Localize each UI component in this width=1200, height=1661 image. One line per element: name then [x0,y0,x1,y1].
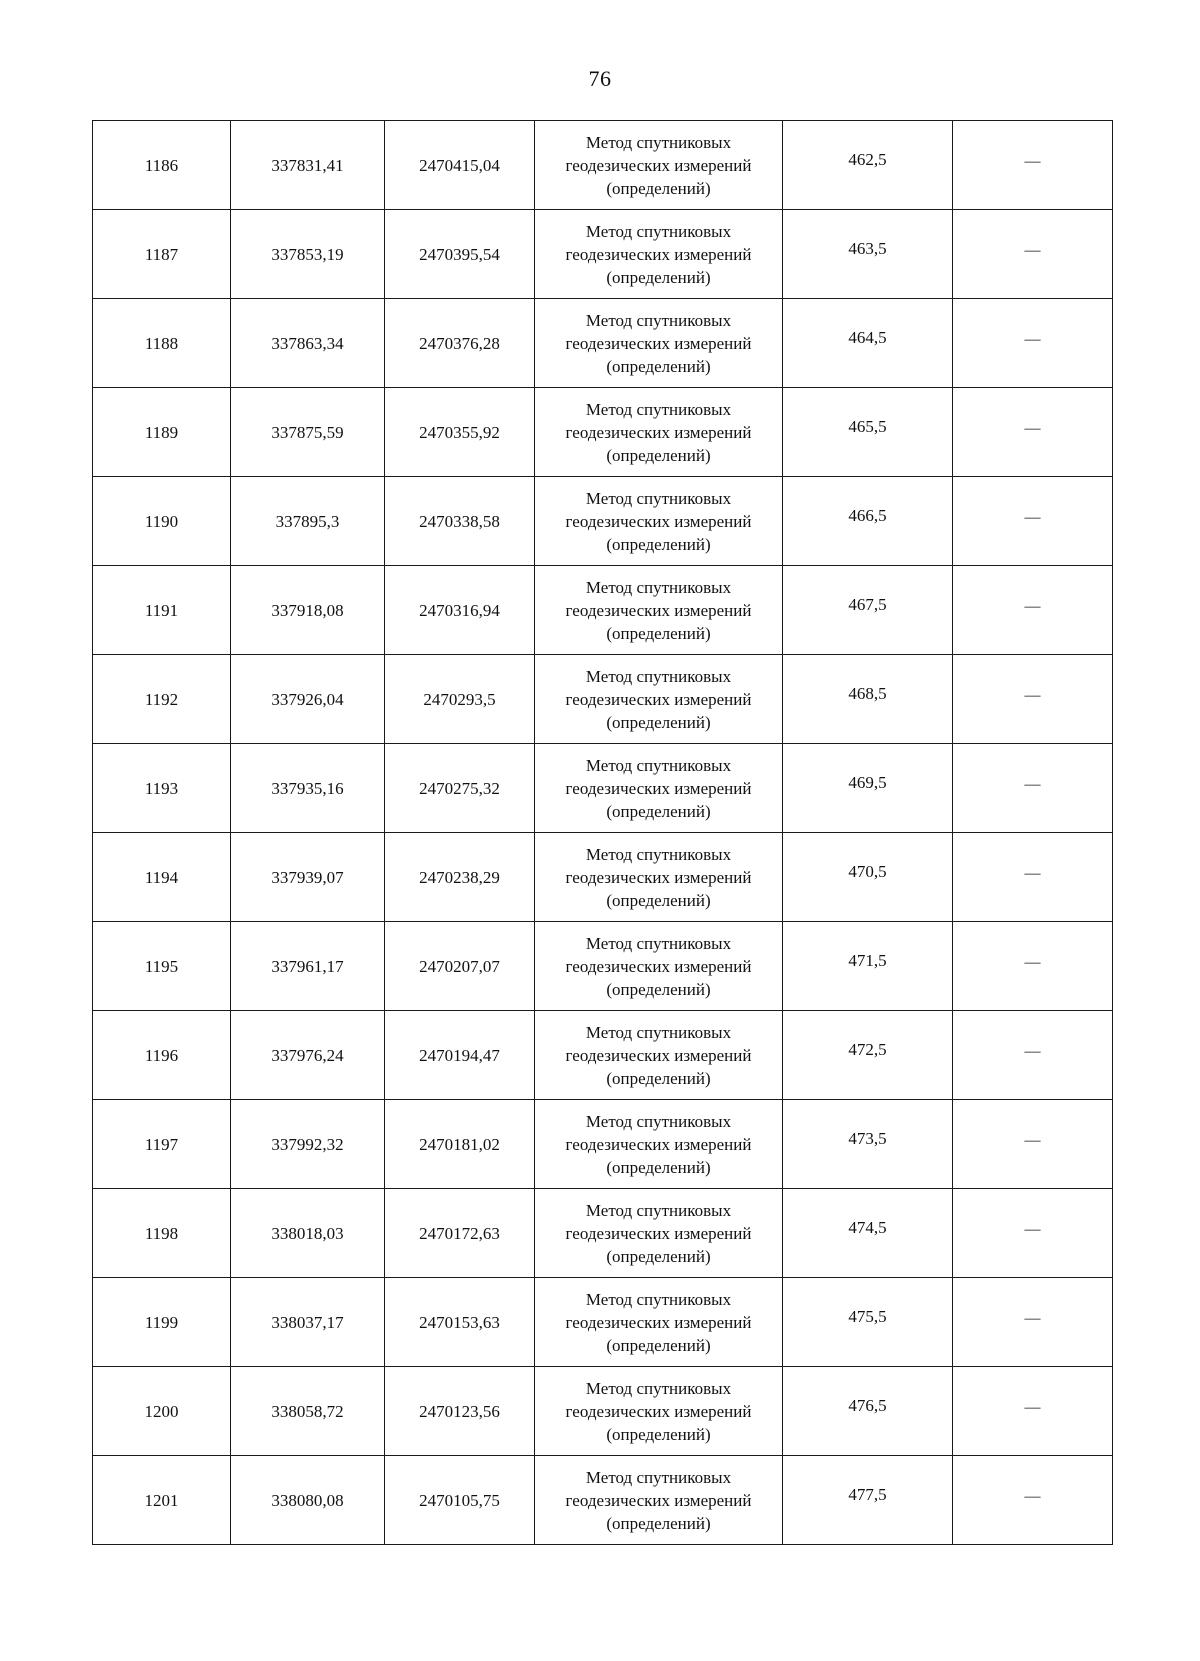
description-cell [953,1456,1113,1545]
x-coordinate-cell [231,1456,385,1545]
point-number-cell [93,744,231,833]
y-coordinate-cell [385,1011,535,1100]
description-text: — [1024,153,1041,170]
accuracy-cell [783,1189,953,1278]
x-coordinate-text: 338080,08 [271,1490,344,1510]
point-number-cell [93,210,231,299]
y-coordinate-cell [385,299,535,388]
x-coordinate-cell [231,1100,385,1189]
accuracy-text: 472,5 [848,1039,887,1059]
method-cell [535,388,783,477]
table-row [93,922,1113,1011]
point-number-cell [93,477,231,566]
point-number-text: 1190 [144,511,179,531]
table-row [93,1456,1113,1545]
method-text: Метод спутниковых геодезических измерений (определений) [565,844,752,910]
y-coordinate-cell [385,833,535,922]
y-coordinate-text: 2470395,54 [419,244,500,264]
point-number-text: 1199 [144,1312,179,1332]
y-coordinate-text: 2470123,56 [419,1401,500,1421]
description-cell [953,121,1113,210]
point-number-text: 1200 [144,1401,179,1421]
x-coordinate-text: 337976,24 [271,1045,344,1065]
x-coordinate-cell [231,1367,385,1456]
point-number-cell [93,655,231,744]
description-cell [953,210,1113,299]
accuracy-cell [783,833,953,922]
description-text: — [1024,776,1041,793]
description-cell [953,299,1113,388]
x-coordinate-cell [231,1278,385,1367]
table-row [93,210,1113,299]
y-coordinate-cell [385,121,535,210]
point-number-text: 1192 [144,689,179,709]
method-cell [535,1278,783,1367]
table-row [93,833,1113,922]
accuracy-text: 473,5 [848,1128,887,1148]
x-coordinate-text: 337895,3 [275,511,340,531]
accuracy-text: 470,5 [848,861,887,881]
point-number-cell [93,1278,231,1367]
description-cell [953,744,1113,833]
y-coordinate-text: 2470105,75 [419,1490,500,1510]
y-coordinate-cell [385,922,535,1011]
point-number-cell [93,388,231,477]
point-number-cell [93,922,231,1011]
accuracy-cell [783,1367,953,1456]
description-text: — [1024,598,1041,615]
point-number-cell [93,121,231,210]
x-coordinate-text: 337926,04 [271,689,344,709]
y-coordinate-cell [385,566,535,655]
accuracy-text: 469,5 [848,772,887,792]
method-cell [535,1189,783,1278]
method-cell [535,922,783,1011]
point-number-cell [93,566,231,655]
y-coordinate-cell [385,1367,535,1456]
method-text: Метод спутниковых геодезических измерений (определений) [565,1022,752,1088]
y-coordinate-text: 2470172,63 [419,1223,500,1243]
y-coordinate-cell [385,1456,535,1545]
x-coordinate-text: 337918,08 [271,600,344,620]
y-coordinate-cell [385,388,535,477]
point-number-text: 1186 [144,155,179,175]
table-row [93,121,1113,210]
table-row [93,299,1113,388]
x-coordinate-cell [231,1011,385,1100]
y-coordinate-text: 2470355,92 [419,422,500,442]
y-coordinate-cell [385,655,535,744]
accuracy-text: 475,5 [848,1306,887,1326]
table-row [93,744,1113,833]
y-coordinate-text: 2470338,58 [419,511,500,531]
description-text: — [1024,1399,1041,1416]
y-coordinate-text: 2470293,5 [423,689,496,709]
accuracy-cell [783,210,953,299]
description-cell [953,388,1113,477]
x-coordinate-cell [231,833,385,922]
x-coordinate-text: 337935,16 [271,778,344,798]
point-number-text: 1195 [144,956,179,976]
accuracy-cell [783,922,953,1011]
x-coordinate-text: 337853,19 [271,244,344,264]
method-cell [535,477,783,566]
table-row [93,477,1113,566]
x-coordinate-text: 337875,59 [271,422,344,442]
accuracy-cell [783,121,953,210]
method-cell [535,833,783,922]
method-text: Метод спутниковых геодезических измерений (определений) [565,310,752,376]
description-text: — [1024,954,1041,971]
point-number-cell [93,1456,231,1545]
table-row [93,388,1113,477]
description-cell [953,1189,1113,1278]
y-coordinate-text: 2470275,32 [419,778,500,798]
point-number-cell [93,299,231,388]
accuracy-cell [783,1456,953,1545]
point-number-text: 1201 [144,1490,179,1510]
x-coordinate-cell [231,210,385,299]
point-number-cell [93,833,231,922]
x-coordinate-cell [231,922,385,1011]
description-cell [953,833,1113,922]
method-text: Метод спутниковых геодезических измерений (определений) [565,755,752,821]
method-cell [535,1100,783,1189]
point-number-text: 1194 [144,867,179,887]
accuracy-cell [783,744,953,833]
description-text: — [1024,242,1041,259]
method-text: Метод спутниковых геодезических измерений (определений) [565,132,752,198]
y-coordinate-cell [385,1189,535,1278]
coordinates-table-body [93,121,1113,1545]
accuracy-cell [783,566,953,655]
table-row [93,655,1113,744]
y-coordinate-cell [385,1100,535,1189]
description-text: — [1024,1221,1041,1238]
description-cell [953,1278,1113,1367]
description-text: — [1024,1488,1041,1505]
point-number-text: 1196 [144,1045,179,1065]
method-cell [535,1011,783,1100]
accuracy-cell [783,655,953,744]
accuracy-cell [783,1011,953,1100]
description-cell [953,922,1113,1011]
accuracy-text: 462,5 [848,149,887,169]
point-number-cell [93,1100,231,1189]
description-text: — [1024,687,1041,704]
x-coordinate-cell [231,1189,385,1278]
description-text: — [1024,1132,1041,1149]
table-row [93,566,1113,655]
x-coordinate-text: 337831,41 [271,155,344,175]
description-cell [953,1100,1113,1189]
method-cell [535,1367,783,1456]
method-text: Метод спутниковых геодезических измерений (определений) [565,1467,752,1533]
description-cell [953,477,1113,566]
accuracy-text: 465,5 [848,416,887,436]
method-cell [535,210,783,299]
accuracy-text: 467,5 [848,594,887,614]
description-text: — [1024,1043,1041,1060]
point-number-cell [93,1011,231,1100]
y-coordinate-text: 2470376,28 [419,333,500,353]
method-text: Метод спутниковых геодезических измерений (определений) [565,933,752,999]
x-coordinate-text: 338018,03 [271,1223,344,1243]
coordinates-table [92,120,1113,1545]
point-number-text: 1191 [144,600,179,620]
x-coordinate-text: 337939,07 [271,867,344,887]
x-coordinate-cell [231,744,385,833]
method-cell [535,655,783,744]
x-coordinate-cell [231,121,385,210]
point-number-cell [93,1367,231,1456]
method-text: Метод спутниковых геодезических измерений (определений) [565,221,752,287]
accuracy-text: 464,5 [848,327,887,347]
method-cell [535,744,783,833]
page-number: 76 [588,66,612,91]
x-coordinate-text: 338058,72 [271,1401,344,1421]
accuracy-text: 477,5 [848,1484,887,1504]
x-coordinate-text: 337992,32 [271,1134,344,1154]
y-coordinate-text: 2470207,07 [419,956,500,976]
description-text: — [1024,331,1041,348]
accuracy-cell [783,1278,953,1367]
y-coordinate-text: 2470238,29 [419,867,500,887]
method-text: Метод спутниковых геодезических измерений (определений) [565,399,752,465]
x-coordinate-cell [231,388,385,477]
point-number-text: 1193 [144,778,179,798]
x-coordinate-cell [231,566,385,655]
x-coordinate-cell [231,477,385,566]
y-coordinate-cell [385,210,535,299]
method-text: Метод спутниковых геодезических измерений (определений) [565,577,752,643]
point-number-text: 1198 [144,1223,179,1243]
method-text: Метод спутниковых геодезических измерений (определений) [565,488,752,554]
y-coordinate-text: 2470181,02 [419,1134,500,1154]
table-row [93,1278,1113,1367]
method-text: Метод спутниковых геодезических измерений (определений) [565,1200,752,1266]
method-cell [535,566,783,655]
point-number-text: 1197 [144,1134,179,1154]
table-row [93,1189,1113,1278]
accuracy-text: 476,5 [848,1395,887,1415]
accuracy-cell [783,1100,953,1189]
description-text: — [1024,865,1041,882]
method-cell [535,299,783,388]
table-row [93,1011,1113,1100]
method-text: Метод спутниковых геодезических измерений (определений) [565,666,752,732]
accuracy-text: 463,5 [848,238,887,258]
y-coordinate-text: 2470316,94 [419,600,500,620]
point-number-text: 1189 [144,422,179,442]
description-cell [953,566,1113,655]
x-coordinate-text: 338037,17 [271,1312,344,1332]
method-cell [535,1456,783,1545]
method-cell [535,121,783,210]
y-coordinate-cell [385,477,535,566]
y-coordinate-text: 2470194,47 [419,1045,500,1065]
y-coordinate-text: 2470415,04 [419,155,500,175]
x-coordinate-text: 337961,17 [271,956,344,976]
accuracy-text: 468,5 [848,683,887,703]
point-number-text: 1188 [144,333,179,353]
point-number-text: 1187 [144,244,179,264]
x-coordinate-cell [231,655,385,744]
method-text: Метод спутниковых геодезических измерений (определений) [565,1111,752,1177]
description-text: — [1024,420,1041,437]
method-text: Метод спутниковых геодезических измерений (определений) [565,1378,752,1444]
accuracy-cell [783,388,953,477]
y-coordinate-cell [385,744,535,833]
accuracy-cell [783,477,953,566]
method-text: Метод спутниковых геодезических измерений (определений) [565,1289,752,1355]
table-row [93,1367,1113,1456]
table-row [93,1100,1113,1189]
accuracy-cell [783,299,953,388]
y-coordinate-text: 2470153,63 [419,1312,500,1332]
description-text: — [1024,509,1041,526]
accuracy-text: 466,5 [848,505,887,525]
y-coordinate-cell [385,1278,535,1367]
description-text: — [1024,1310,1041,1327]
description-cell [953,1011,1113,1100]
description-cell [953,655,1113,744]
x-coordinate-text: 337863,34 [271,333,344,353]
accuracy-text: 474,5 [848,1217,887,1237]
point-number-cell [93,1189,231,1278]
x-coordinate-cell [231,299,385,388]
description-cell [953,1367,1113,1456]
accuracy-text: 471,5 [848,950,887,970]
